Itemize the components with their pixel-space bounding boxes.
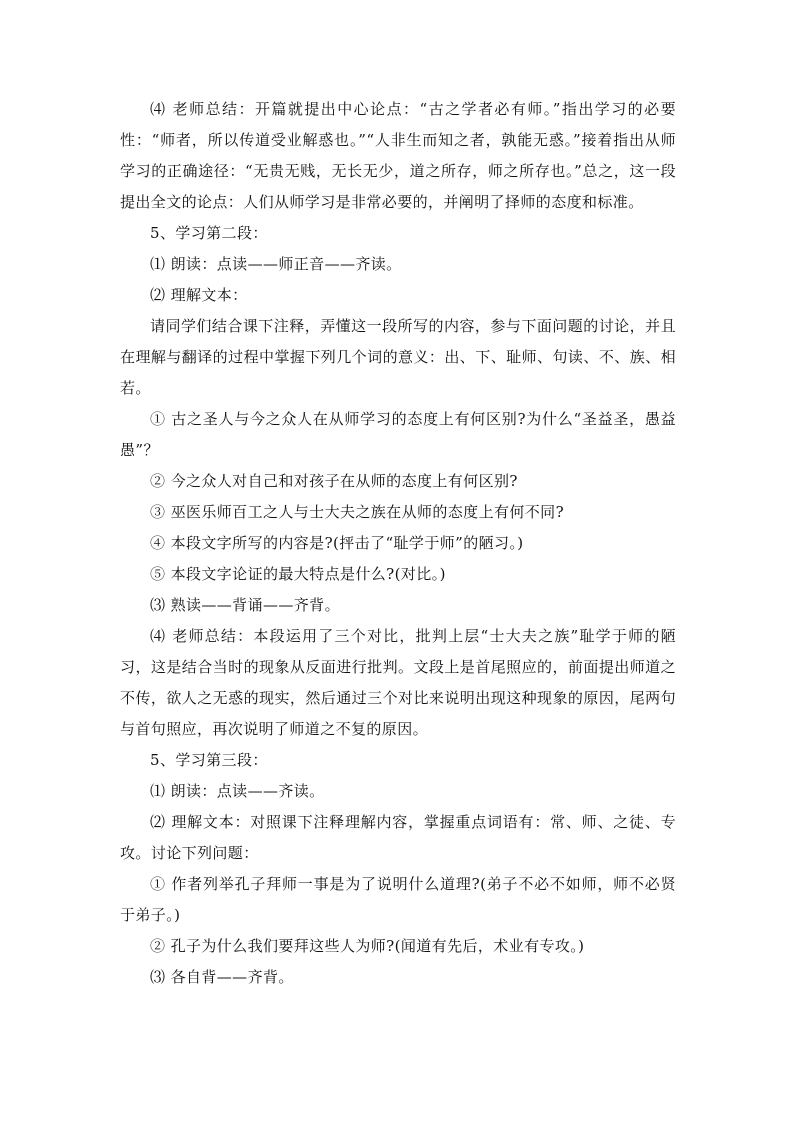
question-3: ③ 巫医乐师百工之人与士大夫之族在从师的态度上有何不同? [150,503,565,521]
step-recite-2: ⑶ 各自背——齐背。 [150,968,294,986]
step-understand-text-1: ⑵ 理解文本： [150,286,248,304]
step-read-aloud-1: ⑴ 朗读：点读——师正音——齐读。 [150,255,402,273]
question-1: ① 古之圣人与今之众人在从师学习的态度上有何区别?为什么“圣益圣，愚益愚”？ [120,410,676,459]
question-2: ② 今之众人对自己和对孩子在从师的态度上有何区别? [150,472,518,490]
question-5: ⑤ 本段文字论证的最大特点是什么?(对比。) [150,565,446,583]
paragraph-teacher-summary-1: ⑷ 老师总结：开篇就提出中心论点：“古之学者必有师。”指出学习的必要性：“师者，所以传道受业解惑也。”“人非生而知之者，孰能无惑。”接着指出从师学习的正确途径：“无贵无贱，无长无少，道之所存，师之所存也。”总之，这一段提出全文的论点：人们从师学习是非常必要的，并阐明了择师的态度和标准。 [120,100,676,211]
paragraph-instructions-1: 请同学们结合课下注释，弄懂这一段所写的内容，参与下面问题的讨论，并且在理解与翻译的过程中掌握下列几个词的意义：出、下、耻师、句读、不、族、相若。 [120,317,676,397]
document-body [120,94,676,993]
step-understand-text-2: ⑵ 理解文本：对照课下注释理解内容，掌握重点词语有：常、师、之徒、专攻。讨论下列问题： [120,813,676,862]
question-4: ④ 本段文字所写的内容是?(抨击了“耻学于师”的陋习。) [150,534,524,552]
question-7: ② 孔子为什么我们要拜这些人为师?(闻道有先后，术业有专攻。) [150,937,585,955]
question-6: ① 作者列举孔子拜师一事是为了说明什么道理?(弟子不必不如师，师不必贤于弟子。) [120,875,676,924]
step-read-aloud-2: ⑴ 朗读：点读——齐读。 [150,782,325,800]
step-recite-1: ⑶ 熟读——背诵——齐背。 [150,596,340,614]
heading-study-paragraph-2: 5、学习第二段： [150,224,268,242]
heading-study-paragraph-3: 5、学习第三段： [150,751,268,769]
paragraph-teacher-summary-2: ⑷ 老师总结：本段运用了三个对比，批判上层“士大夫之族”耻学于师的陋习，这是结合当时的现象从反面进行批判。文段上是首尾照应的，前面提出师道之不传，欲人之无惑的现实，然后通过三个对比来说明出现这种现象的原因，尾两句与首句照应，再次说明了师道之不复的原因。 [120,627,676,738]
